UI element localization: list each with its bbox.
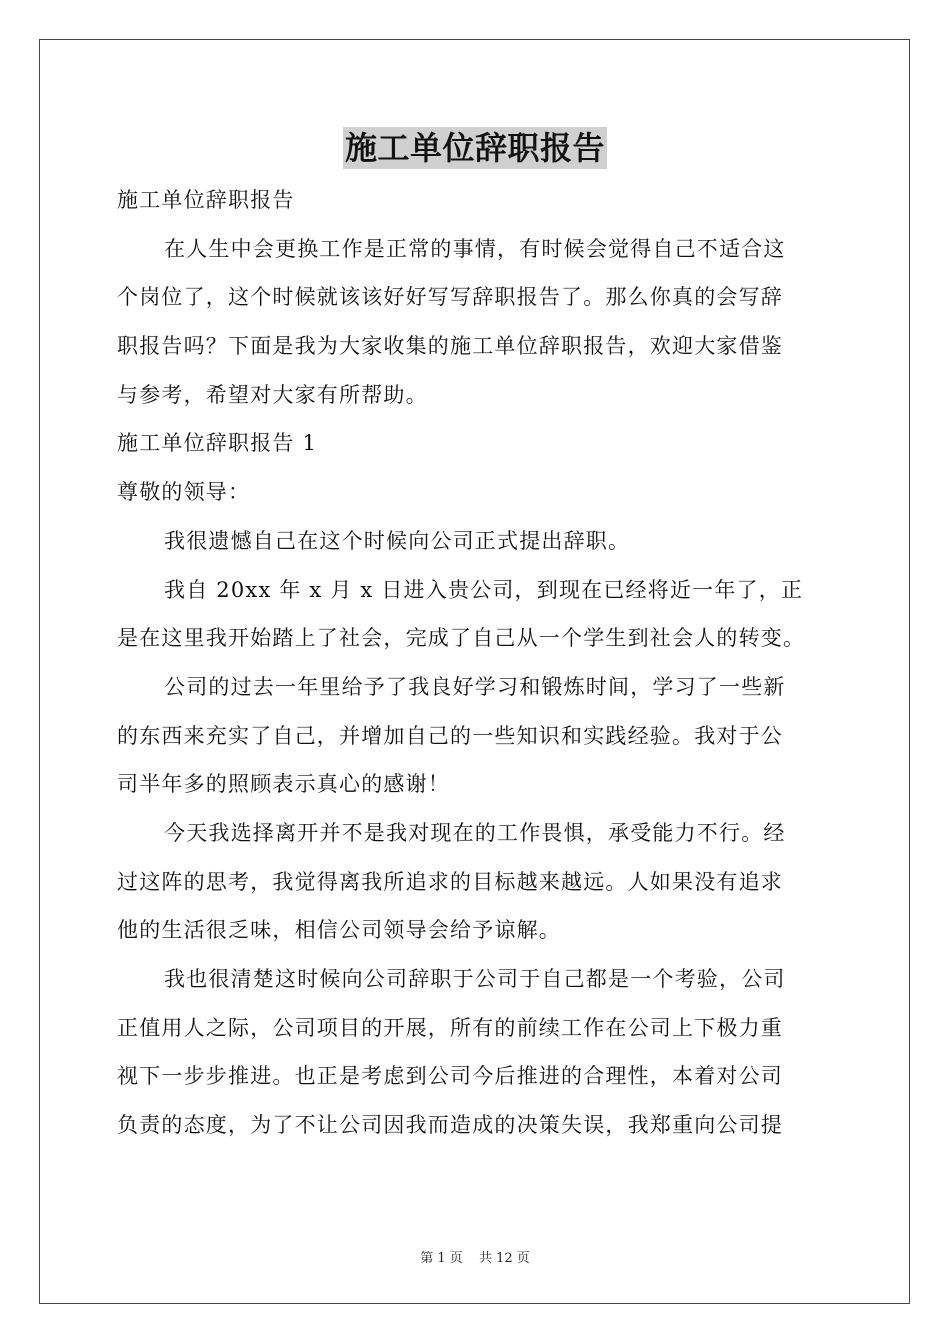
text-line: 施工单位辞职报告 [117,188,295,212]
text-line: 我很遗憾自己在这个时候向公司正式提出辞职。 [164,528,631,553]
text-line: 过这阵的思考，我觉得离我所追求的目标越来越远。人如果没有追求 [117,869,783,894]
text-line: 我自 20xx 年 x 月 x 日进入贵公司，到现在已经将近一年了，正 [164,577,804,602]
page-number: 第 1 页 [420,1251,463,1266]
text-line: 在人生中会更换工作是正常的事情，有时候会觉得自己不适合这 [164,236,786,261]
document-title: 施工单位辞职报告 [344,129,605,167]
text-line: 是在这里我开始踏上了社会，完成了自己从一个学生到社会人的转变。 [117,626,806,651]
text-line: 司半年多的照顾表示真心的感谢！ [117,772,450,797]
text-line: 负责的态度，为了不让公司因我而造成的决策失误，我郑重向公司提 [117,1113,783,1138]
page-footer [0,1247,950,1266]
title-wrap [0,127,950,169]
text-line: 今天我选择离开并不是我对现在的工作畏惧，承受能力不行。经 [164,820,786,845]
text-line: 尊敬的领导： [117,480,251,505]
text-line: 他的生活很乏味，相信公司领导会给予谅解。 [117,918,561,943]
document-body [117,176,837,1150]
text-line: 职报告吗？下面是我为大家收集的施工单位辞职报告，欢迎大家借鉴 [117,334,783,359]
text-line: 正值用人之际，公司项目的开展，所有的前续工作在公司上下极力重 [117,1015,783,1040]
text-line: 我也很清楚这时候向公司辞职于公司于自己都是一个考验，公司 [164,967,786,991]
text-line: 的东西来充实了自己，并增加自己的一些知识和实践经验。我对于公 [117,723,783,748]
text-line: 施工单位辞职报告 1 [117,431,318,456]
text-line: 个岗位了，这个时候就该该好好写写辞职报告了。那么你真的会写辞 [117,285,783,310]
text-line: 与参考，希望对大家有所帮助。 [117,382,428,407]
text-line: 视下一步步推进。也正是考虑到公司今后推进的合理性，本着对公司 [117,1064,783,1089]
text-line: 公司的过去一年里给予了我良好学习和锻炼时间，学习了一些新 [164,674,786,699]
page-total: 共 12 页 [478,1251,530,1266]
